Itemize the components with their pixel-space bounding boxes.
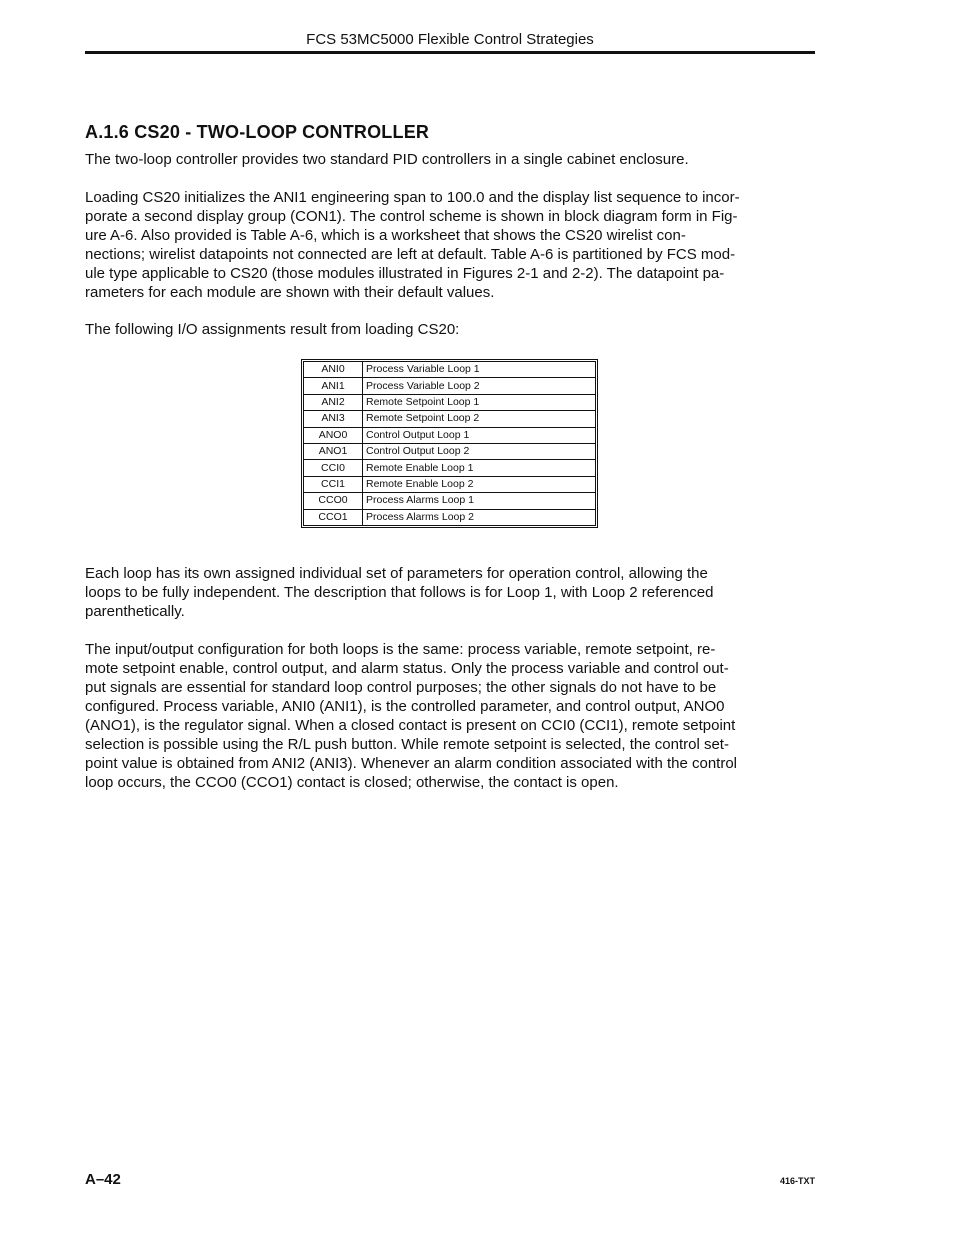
io-code: CCO1 xyxy=(304,509,363,525)
page-number: A–42 xyxy=(85,1171,121,1188)
io-intro-paragraph: The following I/O assignments result from loading CS20: xyxy=(85,321,460,338)
paragraph-line: configured. Process variable, ANI0 (ANI1), is the controlled parameter, and control output, ANO0 xyxy=(85,698,725,715)
io-code: ANO0 xyxy=(304,427,363,443)
paragraph-line: rameters for each module are shown with their default values. xyxy=(85,284,495,301)
table-row xyxy=(304,443,595,459)
paragraph-line: The input/output configuration for both loops is the same: process variable, remote setpoint, re- xyxy=(85,641,716,658)
paragraph-line: ule type applicable to CS20 (those modules illustrated in Figures 2-1 and 2-2). The datapoint pa- xyxy=(85,265,725,282)
io-code: ANI2 xyxy=(304,394,363,410)
io-code: ANI1 xyxy=(304,378,363,394)
paragraph-line: Loading CS20 initializes the ANI1 engineering span to 100.0 and the display list sequence to incor- xyxy=(85,189,740,206)
section-title: A.1.6 CS20 - TWO-LOOP CONTROLLER xyxy=(85,122,430,142)
io-description: Control Output Loop 2 xyxy=(363,443,596,459)
header-rule xyxy=(85,51,815,54)
paragraph-loading xyxy=(85,188,815,302)
table-row xyxy=(304,394,595,410)
paragraph-line: ure A-6. Also provided is Table A-6, which is a worksheet that shows the CS20 wirelist con- xyxy=(85,227,686,244)
paragraph-line: nections; wirelist datapoints not connected are left at default. Table A-6 is partitioned by FCS mod- xyxy=(85,246,736,263)
paragraph-line: parenthetically. xyxy=(85,603,185,620)
paragraph-line: point value is obtained from ANI2 (ANI3). Whenever an alarm condition associated with the control xyxy=(85,755,738,772)
table-row xyxy=(304,427,595,443)
intro-paragraph: The two-loop controller provides two standard PID controllers in a single cabinet enclosure. xyxy=(85,151,689,168)
paragraph-line: Each loop has its own assigned individual set of parameters for operation control, allowing the xyxy=(85,565,708,582)
paragraph-loops xyxy=(85,564,815,621)
table-row xyxy=(304,509,595,525)
paragraph-line: loops to be fully independent. The description that follows is for Loop 1, with Loop 2 referenced xyxy=(85,584,714,601)
running-header: FCS 53MC5000 Flexible Control Strategies xyxy=(306,31,594,48)
io-description: Process Alarms Loop 1 xyxy=(363,493,596,509)
paragraph-line: (ANO1), is the regulator signal. When a closed contact is present on CCI0 (CCI1), remote setpoint xyxy=(85,717,736,734)
io-code: ANI0 xyxy=(304,362,363,378)
io-code: CCO0 xyxy=(304,493,363,509)
table-row xyxy=(304,476,595,492)
io-description: Process Variable Loop 2 xyxy=(363,378,596,394)
paragraph-line: put signals are essential for standard loop control purposes; the other signals do not have to be xyxy=(85,679,717,696)
io-description: Control Output Loop 1 xyxy=(363,427,596,443)
io-description: Process Alarms Loop 2 xyxy=(366,510,474,523)
document-code: 416-TXT xyxy=(779,1176,815,1186)
io-assignment-table xyxy=(301,359,598,528)
io-description: Remote Enable Loop 2 xyxy=(363,476,596,492)
paragraph-line: mote setpoint enable, control output, and alarm status. Only the process variable and control out- xyxy=(85,660,729,677)
paragraph-io-config xyxy=(85,640,815,792)
io-code: ANI3 xyxy=(304,411,363,427)
io-description: Remote Setpoint Loop 2 xyxy=(363,411,596,427)
io-code: ANO1 xyxy=(304,443,363,459)
paragraph-line: porate a second display group (CON1). The control scheme is shown in block diagram form in Fig- xyxy=(85,208,738,225)
paragraph-line: loop occurs, the CCO0 (CCO1) contact is closed; otherwise, the contact is open. xyxy=(85,774,619,791)
io-description: Process Variable Loop 1 xyxy=(363,362,596,378)
table-row xyxy=(304,460,595,476)
io-description: Remote Enable Loop 1 xyxy=(363,460,596,476)
table-row xyxy=(304,378,595,394)
table-row xyxy=(304,493,595,509)
io-description: Remote Setpoint Loop 1 xyxy=(363,394,596,410)
io-code: CCI1 xyxy=(304,476,363,492)
table-row xyxy=(304,411,595,427)
io-code: CCI0 xyxy=(304,460,363,476)
table-row xyxy=(304,362,595,378)
paragraph-line: selection is possible using the R/L push button. While remote setpoint is selected, the control set- xyxy=(85,736,729,753)
